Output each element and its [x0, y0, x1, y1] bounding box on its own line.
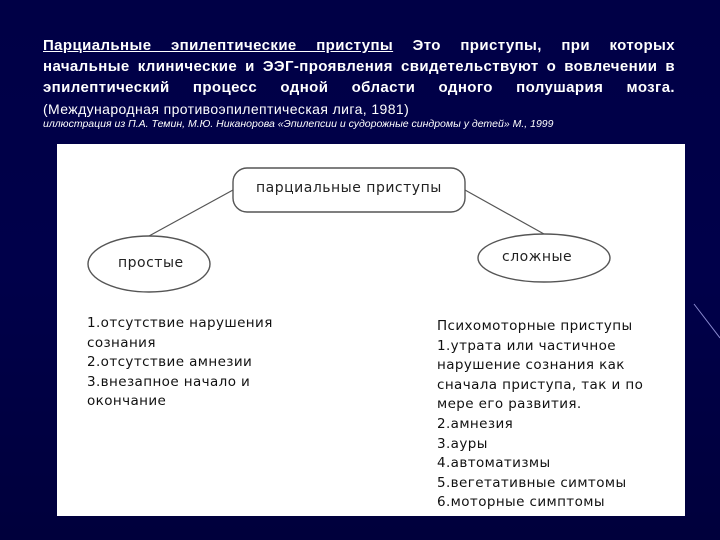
list-item: нарушение сознания как: [437, 357, 625, 374]
heading-definition: Это приступы, при которых начальные клинические и ЭЭГ-проявления свидетельствуют о вовлечении в эпилептический процесс одной области одного полушария мозга.: [43, 37, 675, 96]
decorative-line: [690, 300, 720, 340]
list-item: 4.автоматизмы: [437, 455, 551, 472]
list-item: 5.вегетативные симтомы: [437, 474, 627, 491]
list-item: 1.отсутствие нарушения: [87, 315, 273, 331]
complex-features-list: [437, 317, 643, 513]
list-item: Психомоторные приступы: [437, 318, 633, 334]
list-item: 2.отсутствие амнезии: [87, 354, 253, 371]
list-item: 6.моторные симптомы: [437, 494, 605, 511]
source-note: иллюстрация из П.А. Темин, М.Ю. Никанорова «Эпилепсии и судорожные синдромы у детей» М., 1999: [43, 118, 554, 130]
list-item: 1.утрата или частичное: [437, 337, 616, 354]
list-item: сначала приступа, так и по: [437, 376, 644, 393]
list-item: 2.амнезия: [437, 415, 514, 432]
heading-attribution: (Международная противоэпилептическая лига, 1981): [43, 100, 410, 117]
left-connector: [149, 190, 233, 236]
right-node-label: сложные: [502, 249, 573, 265]
list-item: мере его развития.: [437, 396, 582, 413]
heading-term: Парциальные эпилептические приступы: [43, 37, 394, 54]
slide-heading: [43, 36, 675, 120]
right-connector: [465, 190, 544, 234]
list-item: 3.ауры: [437, 435, 488, 452]
root-node-label: парциальные приступы: [256, 180, 442, 196]
list-item: 3.внезапное начало и: [87, 373, 251, 390]
simple-features-list: [87, 314, 273, 412]
diagram-panel: [57, 144, 685, 516]
list-item: сознания: [87, 334, 156, 351]
list-item: окончание: [87, 393, 167, 410]
left-node-label: простые: [118, 255, 184, 271]
